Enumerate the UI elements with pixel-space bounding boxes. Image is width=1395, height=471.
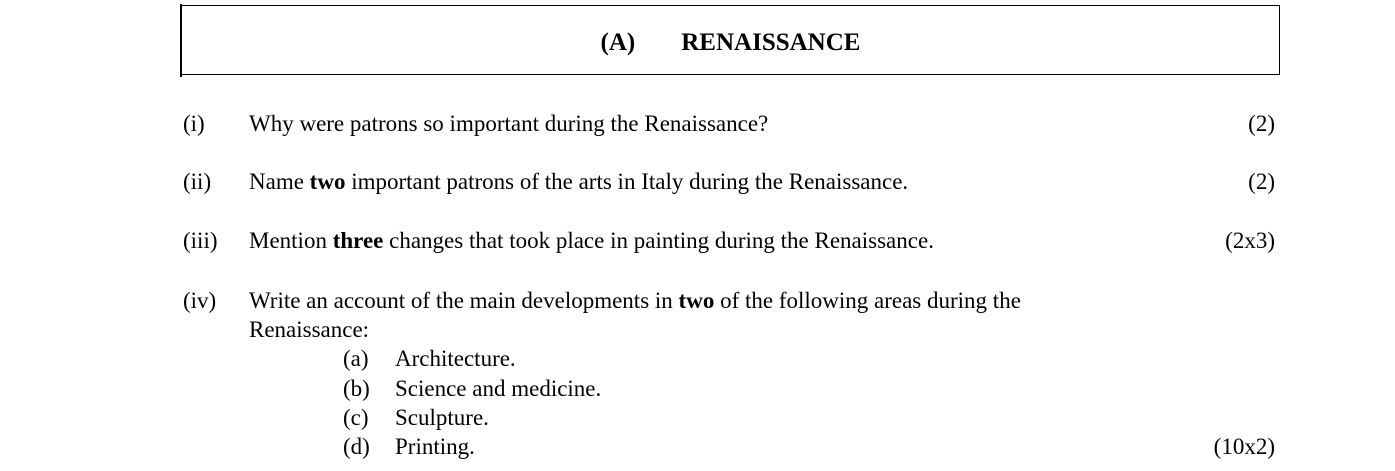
question-text xyxy=(249,286,1021,315)
option-letter: (c) xyxy=(343,405,369,430)
question-marks: (2) xyxy=(1248,111,1275,136)
option-letter: (d) xyxy=(343,434,370,459)
section-header-box xyxy=(181,5,1280,75)
question-marks: (2) xyxy=(1248,169,1275,194)
option-c xyxy=(343,403,489,432)
question-marks: (10x2) xyxy=(1213,434,1275,459)
question-text-part: Name xyxy=(249,169,310,194)
question-marks: (2x3) xyxy=(1225,228,1275,253)
question-number: (i) xyxy=(183,111,205,136)
option-letter: (b) xyxy=(343,376,370,401)
option-letter: (a) xyxy=(343,346,369,371)
section-letter: (A) xyxy=(600,29,636,56)
option-text: Printing. xyxy=(395,434,475,459)
option-text: Science and medicine. xyxy=(395,376,602,401)
question-text-emphasis: three xyxy=(332,228,384,253)
option-d xyxy=(343,432,475,461)
section-title xyxy=(182,28,1279,58)
question-text-continuation: Renaissance: xyxy=(249,317,370,342)
question-text-part: Mention xyxy=(249,228,333,253)
question-number: (ii) xyxy=(183,169,212,194)
question-number: (iv) xyxy=(183,288,217,313)
section-name: RENAISSANCE xyxy=(681,29,861,56)
option-text: Architecture. xyxy=(395,346,516,371)
question-text-part: Write an account of the main developments in xyxy=(249,288,679,313)
option-text: Sculpture. xyxy=(395,405,489,430)
question-number: (iii) xyxy=(183,228,218,253)
option-b xyxy=(343,374,601,403)
question-text-part: changes that took place in painting during the Renaissance. xyxy=(383,228,934,253)
question-text-part: Why were patrons so important during the Renaissance? xyxy=(249,111,769,136)
question-text-part: of the following areas during the xyxy=(714,288,1021,313)
question-text-part: important patrons of the arts in Italy during the Renaissance. xyxy=(345,169,909,194)
question-text xyxy=(249,167,908,196)
question-text xyxy=(249,109,768,138)
question-text-emphasis: two xyxy=(309,169,346,194)
question-text-emphasis: two xyxy=(678,288,715,313)
option-a xyxy=(343,344,516,373)
question-text xyxy=(249,226,934,255)
